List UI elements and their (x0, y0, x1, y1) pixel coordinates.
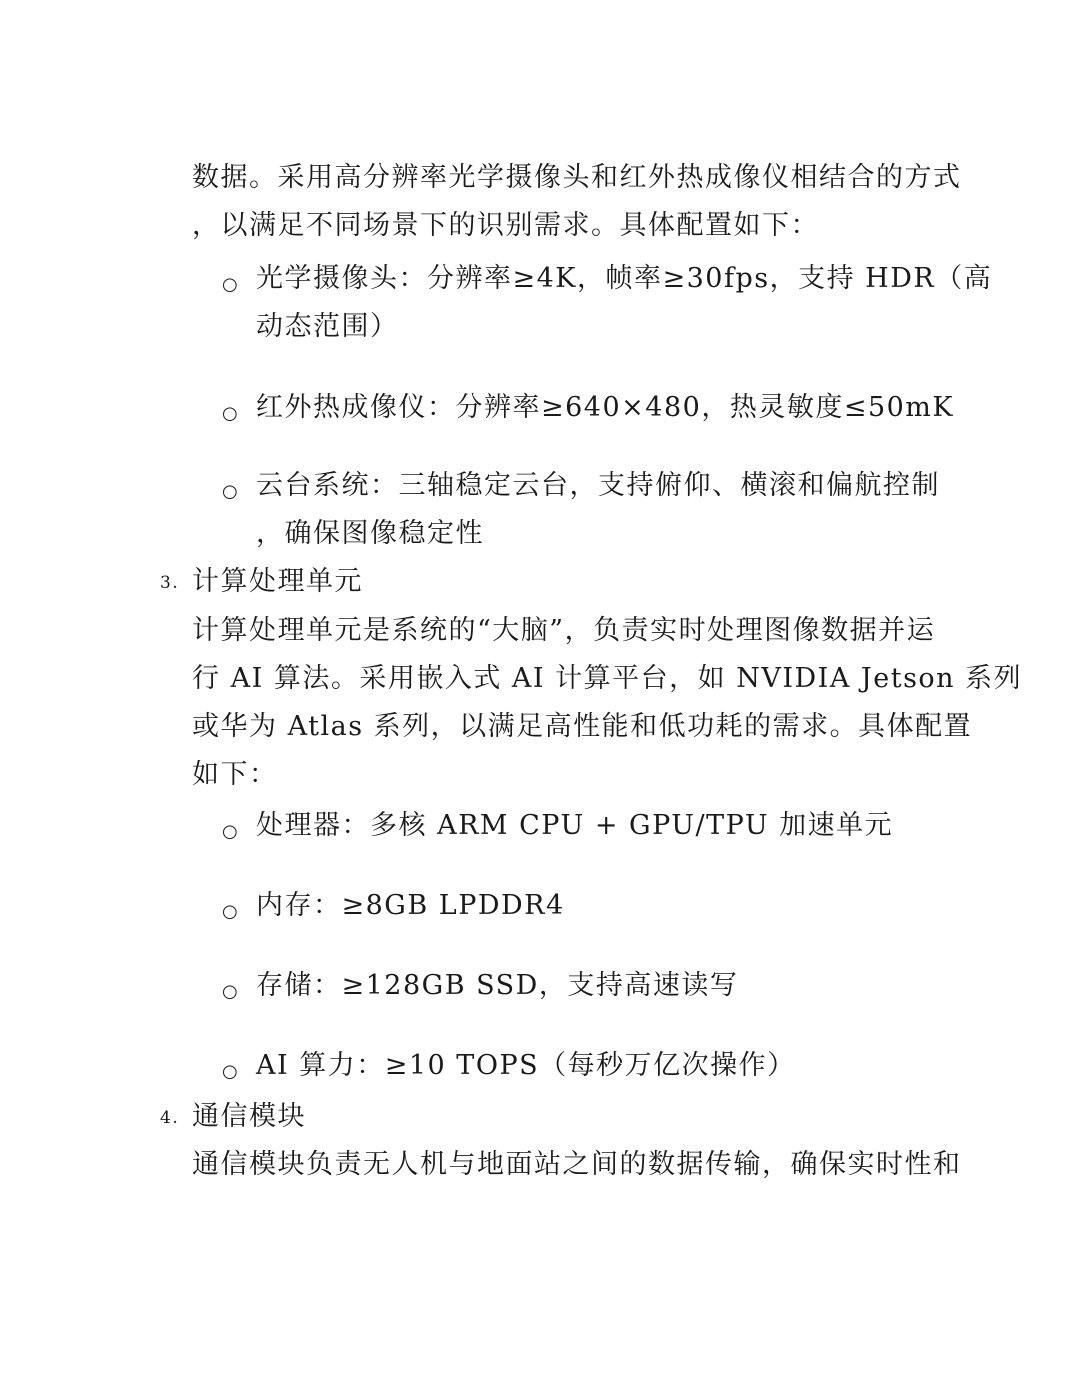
intro-line-1: 数据。采用高分辨率光学摄像头和红外热成像仪相结合的方式 (192, 162, 962, 193)
section-heading-communication (160, 1100, 306, 1135)
bullet-marker: ○ (222, 1061, 238, 1082)
bullet-line: 内存：≥8GB LPDDR4 (256, 890, 565, 921)
bullet-line: 处理器：多核 ARM CPU + GPU/TPU 加速单元 (256, 810, 894, 841)
bullet-line: ，确保图像稳定性 (256, 518, 484, 549)
section-number: 4. (160, 1108, 180, 1128)
bullet-line: AI 算力：≥10 TOPS（每秒万亿次操作） (256, 1050, 796, 1081)
section3-line-3: 或华为 Atlas 系列，以满足高性能和低功耗的需求。具体配置 (192, 711, 973, 742)
section3-line-2: 行 AI 算法。采用嵌入式 AI 计算平台，如 NVIDIA Jetson 系列 (192, 663, 1023, 694)
bullet-marker: ○ (222, 901, 238, 922)
section4-line-1: 通信模块负责无人机与地面站之间的数据传输，确保实时性和 (192, 1149, 962, 1180)
section-title: 通信模块 (192, 1101, 306, 1132)
section3-line-1: 计算处理单元是系统的“大脑”，负责实时处理图像数据并运 (192, 615, 936, 646)
intro-line-2: ，以满足不同场景下的识别需求。具体配置如下： (192, 210, 819, 241)
bullet-line: 动态范围） (256, 311, 399, 342)
bullet-marker: ○ (222, 274, 238, 295)
bullet-marker: ○ (222, 821, 238, 842)
bullet-line: 存储：≥128GB SSD，支持高速读写 (256, 970, 739, 1001)
section-heading-computing (160, 565, 363, 600)
bullet-line: 云台系统：三轴稳定云台，支持俯仰、横滚和偏航控制 (256, 470, 940, 501)
bullet-line: 光学摄像头：分辨率≥4K，帧率≥30fps，支持 HDR（高 (256, 263, 993, 294)
section-title: 计算处理单元 (192, 566, 363, 597)
section3-line-4: 如下： (192, 759, 278, 790)
bullet-line: 红外热成像仪：分辨率≥640×480，热灵敏度≤50mK (256, 392, 955, 423)
section-number: 3. (160, 573, 180, 593)
bullet-marker: ○ (222, 981, 238, 1002)
bullet-marker: ○ (222, 403, 238, 424)
bullet-marker: ○ (222, 481, 238, 502)
